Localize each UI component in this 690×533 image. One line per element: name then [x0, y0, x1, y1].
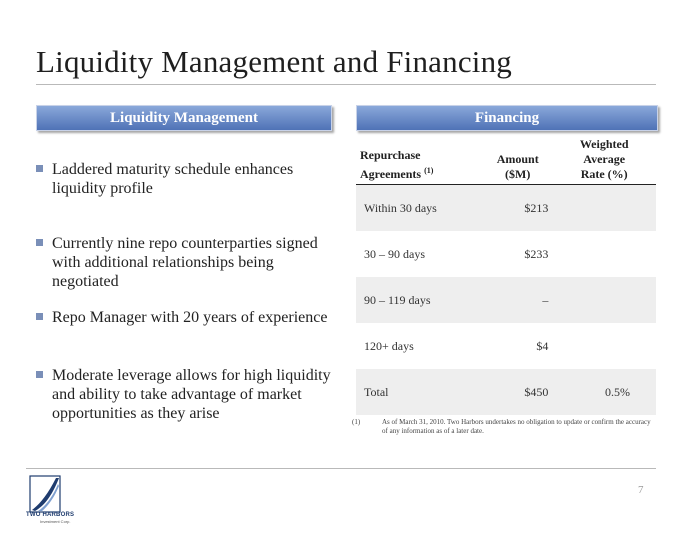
row-label: 120+ days	[364, 338, 414, 353]
logo-name: TWO HARBORS	[26, 512, 75, 518]
row-label: Within 30 days	[356, 185, 483, 232]
table-row-total	[356, 369, 656, 415]
row-amount: $450	[483, 369, 552, 415]
liquidity-management-header: Liquidity Management	[36, 105, 332, 131]
bullet-square-icon	[36, 313, 43, 320]
table-row	[356, 323, 656, 369]
footnote-text: As of March 31, 2010. Two Harbors undertakes no obligation to update or confirm the accuracy of any information as of a later date.	[382, 418, 651, 435]
row-amount: $233	[524, 246, 549, 261]
bullet-text: Laddered maturity schedule enhances liquidity profile	[52, 161, 294, 197]
title-divider	[36, 84, 656, 85]
page-number: 7	[638, 484, 644, 496]
row-rate	[552, 323, 656, 369]
bullet-square-icon	[36, 239, 43, 246]
row-amount: $4	[536, 338, 549, 353]
table-header-row	[356, 136, 656, 185]
bullet-item	[36, 308, 336, 327]
bullet-item	[36, 160, 336, 198]
row-rate: 0.5%	[552, 369, 656, 415]
table-row	[356, 277, 656, 323]
page-title: Liquidity Management and Financing	[36, 44, 513, 79]
table-row	[356, 185, 656, 232]
bullet-item	[36, 234, 336, 291]
header-amount: Amount ($M)	[483, 136, 552, 185]
footer-divider	[26, 468, 656, 469]
row-label: 30 – 90 days	[364, 246, 425, 261]
bullet-text: Moderate leverage allows for high liquidity and ability to take advantage of market opportunities as they arise	[52, 367, 331, 422]
row-amount: –	[483, 277, 552, 323]
row-label: 90 – 119 days	[356, 277, 483, 323]
bullet-text: Currently nine repo counterparties signed with additional relationships being negotiated	[52, 235, 318, 290]
row-amount: $213	[483, 185, 552, 232]
row-rate	[552, 185, 656, 232]
bullet-item	[36, 366, 336, 423]
header-weighted-average-rate: Weighted Average Rate (%)	[552, 136, 656, 185]
table-row	[356, 231, 656, 277]
footnote-mark: (1)	[352, 418, 361, 426]
row-rate	[552, 277, 656, 323]
row-rate	[552, 231, 656, 277]
repurchase-agreements-table	[356, 136, 656, 415]
bullet-square-icon	[36, 371, 43, 378]
logo-subtitle: Investment Corp.	[40, 519, 71, 524]
bullet-square-icon	[36, 165, 43, 172]
bullet-text: Repo Manager with 20 years of experience	[52, 309, 328, 326]
footnote	[352, 418, 658, 436]
financing-header: Financing	[356, 105, 658, 131]
footnote-ref: (1)	[424, 166, 434, 175]
header-repurchase-agreements: Repurchase Agreements $^{(1)}$	[356, 136, 483, 185]
row-label: Total	[356, 369, 483, 415]
